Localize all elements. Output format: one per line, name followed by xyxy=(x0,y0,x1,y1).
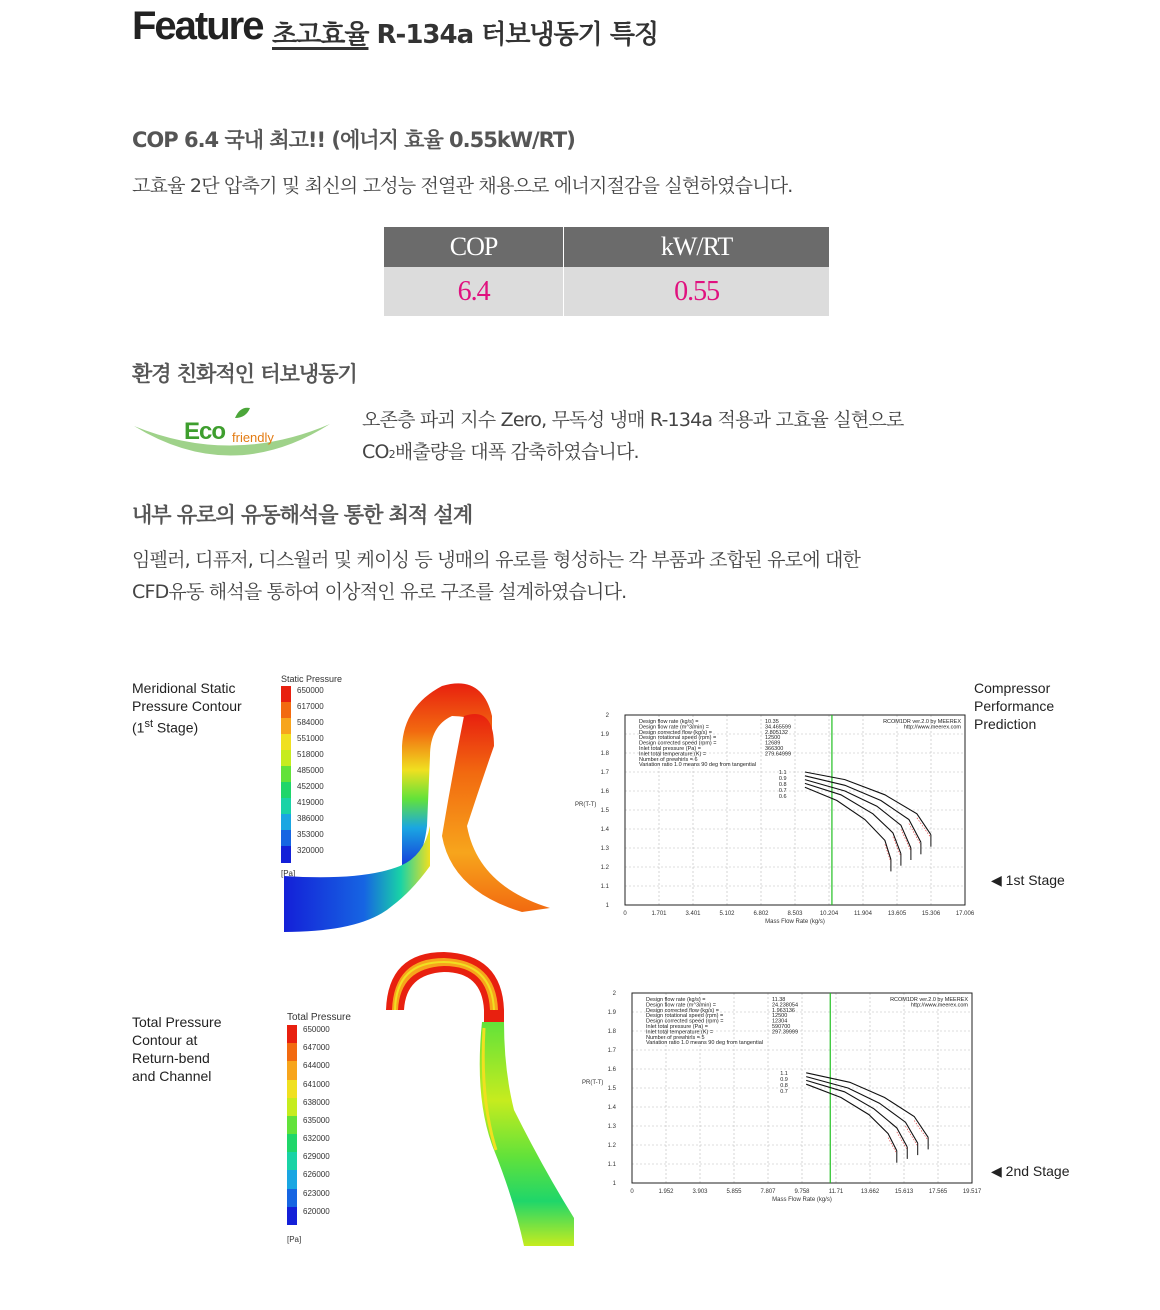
brand-label: RCOM1DR ver.2.0 by MEEREX xyxy=(890,997,968,1003)
legend-value: 623000 xyxy=(303,1188,330,1198)
kwrt-value: 0.55 xyxy=(564,267,829,316)
legend-swatch xyxy=(287,1080,297,1099)
performance-chart-stage2 xyxy=(580,985,985,1205)
caption-sup: st xyxy=(144,718,154,730)
y-tick-label: 1.5 xyxy=(607,1086,616,1092)
brand-label: http://www.meerex.com xyxy=(910,1002,968,1009)
y-tick-label: 2 xyxy=(605,713,609,719)
legend-value: 551000 xyxy=(297,734,324,743)
info-value: 24.238054 xyxy=(772,1002,798,1009)
y-tick-label: 1.3 xyxy=(600,846,609,852)
x-tick-label: 17.006 xyxy=(955,911,975,917)
info-label: Inlet total temperature (K) = xyxy=(646,1029,714,1036)
legend-value: 518000 xyxy=(297,750,324,759)
legend-value: 632000 xyxy=(303,1134,330,1144)
x-axis-label: Mass Flow Rate (kg/s) xyxy=(772,1197,832,1203)
legend-swatch xyxy=(287,1043,297,1062)
cfd-text-line1: 임펠러, 디퓨저, 디스월러 및 케이싱 등 냉매의 유로를 형성하는 각 부품과 조합된 유로에 대한 xyxy=(132,549,861,571)
y-tick-label: 2 xyxy=(612,991,616,997)
y-tick-label: 1.3 xyxy=(607,1124,616,1130)
performance-chart-stage1 xyxy=(573,707,978,927)
legend-swatch xyxy=(287,1207,297,1226)
caption-line: Total Pressure xyxy=(132,1014,222,1030)
x-tick-label: 11.904 xyxy=(854,911,872,917)
speed-label: 1.1 xyxy=(780,1070,788,1077)
y-tick-label: 1.7 xyxy=(600,770,609,776)
x-tick-label: 10.204 xyxy=(819,911,839,917)
legend2 xyxy=(287,1025,367,1229)
speed-line xyxy=(805,783,901,853)
info-value: 12500 xyxy=(772,1013,788,1020)
cop-text: 고효율 2단 압축기 및 최신의 고성능 전열관 채용으로 에너지절감을 실현하였습니다. xyxy=(132,175,793,197)
efficiency-mark xyxy=(885,844,891,862)
brand-label: http://www.meerex.com xyxy=(903,724,961,731)
y-tick-label: 1.8 xyxy=(607,1029,616,1035)
y-tick-label: 1.5 xyxy=(600,808,609,814)
legend-swatch xyxy=(287,1134,297,1153)
info-value: 1.963136 xyxy=(772,1007,795,1014)
caption-line: Performance xyxy=(974,698,1055,714)
x-tick-label: 15.613 xyxy=(894,1189,914,1195)
caption-part: Stage) xyxy=(153,719,199,736)
x-tick-label: 5.102 xyxy=(719,911,735,917)
y-tick-label: 1.9 xyxy=(607,1010,616,1016)
legend-swatch xyxy=(287,1116,297,1135)
caption-stage xyxy=(132,715,242,737)
page-title: Feature xyxy=(132,4,263,48)
legend-value: 620000 xyxy=(303,1206,330,1216)
page-subtitle xyxy=(272,14,658,51)
caption-total-pressure xyxy=(132,1013,221,1085)
efficiency-mark xyxy=(914,1121,928,1141)
legend-value: 650000 xyxy=(297,686,324,695)
x-tick-label: 7.807 xyxy=(760,1189,776,1195)
info-label: Inlet total pressure (Pa) = xyxy=(639,746,701,752)
legend-value: 647000 xyxy=(303,1043,330,1053)
caption-line: Return-bend xyxy=(132,1050,210,1066)
info-value: 34.465599 xyxy=(765,724,791,731)
x-tick-label: 8.503 xyxy=(787,911,803,917)
legend-swatch xyxy=(287,1061,297,1080)
legend1-unit: [Pa] xyxy=(281,869,296,878)
eco-logo-word: Eco xyxy=(184,418,226,445)
legend-swatch xyxy=(287,1152,297,1171)
stage2-label: ◀ 2nd Stage xyxy=(991,1163,1070,1179)
eco-friendly-logo xyxy=(132,406,332,468)
efficiency-mark xyxy=(906,1126,918,1146)
y-tick-label: 1 xyxy=(605,903,609,909)
y-tick-label: 1.1 xyxy=(607,1162,616,1168)
cfd-heading: 내부 유로의 유동해석을 통한 최적 설계 xyxy=(132,503,473,527)
caption-line: Compressor xyxy=(974,680,1051,696)
eco-text-rest: 배출량을 대폭 감축하였습니다. xyxy=(394,441,639,463)
info-value: 10.35 xyxy=(765,719,779,725)
speed-label: 0.6 xyxy=(778,794,787,800)
caption-line: and Channel xyxy=(132,1068,212,1084)
x-tick-label: 3.903 xyxy=(692,1189,708,1195)
x-tick-label: 0 xyxy=(630,1189,634,1195)
y-tick-label: 1.4 xyxy=(607,1105,616,1111)
cop-table xyxy=(384,227,829,316)
y-tick-label: 1.8 xyxy=(600,751,609,757)
y-tick-label: 1.2 xyxy=(600,865,609,871)
legend-value: 629000 xyxy=(303,1152,330,1162)
legend-value: 353000 xyxy=(297,830,324,839)
info-label: Design corrected speed (rpm) = xyxy=(639,740,717,747)
legend-value: 419000 xyxy=(297,798,324,807)
efficiency-mark xyxy=(917,818,931,838)
x-tick-label: 13.605 xyxy=(887,911,907,917)
x-tick-label: 17.565 xyxy=(928,1189,948,1195)
y-tick-label: 1.2 xyxy=(607,1143,616,1149)
efficiency-mark xyxy=(897,1132,907,1150)
kwrt-header: kW/RT xyxy=(564,227,829,267)
caption-line: Contour at xyxy=(132,1032,198,1048)
speed-line xyxy=(806,1084,897,1151)
cfd-text-line2: CFD유동 해석을 통하여 이상적인 유로 구조를 설계하였습니다. xyxy=(132,581,627,603)
y-tick-label: 1.6 xyxy=(600,789,609,795)
info-label: Design flow rate (m^3/min) = xyxy=(639,724,709,731)
x-tick-label: 1.701 xyxy=(651,911,667,917)
legend-swatch xyxy=(287,1025,297,1044)
y-tick-label: 1.9 xyxy=(600,732,609,738)
info-label: Design corrected flow (kg/s) = xyxy=(646,1007,719,1014)
co2-text: CO xyxy=(362,441,389,463)
legend-value: 626000 xyxy=(303,1170,330,1180)
x-tick-label: 6.802 xyxy=(753,911,769,917)
legend-value: 644000 xyxy=(303,1061,330,1071)
cop-value: 6.4 xyxy=(384,267,564,316)
x-tick-label: 11.71 xyxy=(828,1189,844,1195)
info-label: Inlet total pressure (Pa) = xyxy=(646,1024,708,1030)
info-label: Design rotational speed (rpm) = xyxy=(639,735,717,742)
info-label: Number of prewhirls = 6 xyxy=(639,756,698,763)
static-pressure-contour xyxy=(282,676,554,932)
eco-text-line1: 오존층 파괴 지수 Zero, 무독성 냉매 R-134a 적용과 고효율 실현으로 xyxy=(362,409,904,431)
legend2-title: Total Pressure xyxy=(287,1012,351,1023)
x-tick-label: 1.952 xyxy=(658,1189,674,1195)
info-label: Variation ratio 1.0 means 90 deg from tangential xyxy=(646,1040,763,1047)
legend-value: 386000 xyxy=(297,814,324,823)
caption-compressor-prediction xyxy=(974,679,1054,733)
y-tick-label: 1.4 xyxy=(600,827,609,833)
info-label: Design flow rate (kg/s) = xyxy=(639,719,699,725)
info-label: Design flow rate (m^3/min) = xyxy=(646,1002,716,1009)
cop-header: COP xyxy=(384,227,564,267)
info-value: 366300 xyxy=(765,746,784,752)
legend-value: 320000 xyxy=(297,846,324,855)
info-label: Design corrected flow (kg/s) = xyxy=(639,729,712,736)
caption-line: Prediction xyxy=(974,716,1037,732)
x-tick-label: 13.662 xyxy=(860,1189,880,1195)
info-value: 2.805132 xyxy=(765,729,788,736)
eco-heading: 환경 친화적인 터보냉동기 xyxy=(132,362,357,386)
x-tick-label: 5.855 xyxy=(726,1189,742,1195)
efficiency-mark xyxy=(888,1138,897,1154)
legend-value: 617000 xyxy=(297,702,324,711)
legend-value: 650000 xyxy=(303,1025,330,1034)
x-tick-label: 15.306 xyxy=(921,911,941,917)
caption-line: Meridional Static xyxy=(132,680,236,696)
y-tick-label: 1.1 xyxy=(600,884,609,890)
info-label: Inlet total temperature (K) = xyxy=(639,751,707,758)
caption-static-pressure xyxy=(132,679,242,737)
legend-value: 485000 xyxy=(297,766,324,775)
legend2-unit: [Pa] xyxy=(287,1235,302,1244)
info-label: Design corrected speed (rpm) = xyxy=(646,1018,724,1025)
speed-label: 1.1 xyxy=(778,770,787,776)
info-value: 12689 xyxy=(765,740,781,747)
info-label: Number of prewhirls = 5 xyxy=(646,1034,705,1041)
cop-heading: COP 6.4 국내 최고!! (에너지 효율 0.55kW/RT) xyxy=(132,128,575,152)
efficiency-mark xyxy=(909,824,921,846)
eco-logo-friendly: friendly xyxy=(232,430,274,445)
speed-label: 0.7 xyxy=(778,788,787,794)
info-value: 12500 xyxy=(765,735,781,742)
y-tick-label: 1.7 xyxy=(607,1048,616,1054)
speed-label: 0.7 xyxy=(780,1088,788,1095)
subtitle-highlight: 초고효율 xyxy=(272,20,369,50)
speed-line xyxy=(805,787,891,859)
x-axis-label: Mass Flow Rate (kg/s) xyxy=(765,919,825,925)
speed-label: 0.8 xyxy=(778,782,787,788)
legend-value: 641000 xyxy=(303,1079,330,1089)
x-tick-label: 0 xyxy=(623,911,627,917)
info-value: 590700 xyxy=(772,1024,791,1030)
caption-part: (1 xyxy=(132,719,145,736)
x-tick-label: 9.758 xyxy=(794,1189,810,1195)
info-label: Variation ratio 1.0 means 90 deg from tangential xyxy=(639,762,756,769)
subtitle-rest: R-134a 터보냉동기 특징 xyxy=(368,20,659,50)
y-axis-label: PR(T-T) xyxy=(582,1080,604,1086)
legend-value: 635000 xyxy=(303,1115,330,1125)
info-value: 12304 xyxy=(772,1018,788,1025)
info-value: 297.39999 xyxy=(772,1029,798,1036)
caption-line: Pressure Contour xyxy=(132,698,242,714)
legend-swatch xyxy=(287,1170,297,1189)
eco-text-line2 xyxy=(362,436,639,471)
co2-subscript: 2 xyxy=(388,448,395,461)
info-value: 279.64999 xyxy=(765,751,791,758)
legend-value: 638000 xyxy=(303,1097,330,1107)
x-tick-label: 3.401 xyxy=(685,911,701,917)
total-pressure-contour xyxy=(384,950,579,1246)
info-label: Design flow rate (kg/s) = xyxy=(646,997,706,1003)
info-value: 11.38 xyxy=(772,997,786,1003)
y-tick-label: 1 xyxy=(612,1181,616,1187)
brand-label: RCOM1DR ver.2.0 by MEEREX xyxy=(883,719,961,725)
legend-swatch xyxy=(287,1098,297,1117)
legend-swatch xyxy=(287,1189,297,1208)
stage1-label: ◀ 1st Stage xyxy=(991,872,1065,888)
speed-label: 0.9 xyxy=(780,1076,788,1083)
speed-label: 0.8 xyxy=(780,1082,788,1089)
speed-label: 0.9 xyxy=(778,776,787,782)
legend-value: 452000 xyxy=(297,782,324,791)
legend1-title: Static Pressure xyxy=(281,674,343,684)
y-axis-label: PR(T-T) xyxy=(575,802,597,808)
legend-value: 584000 xyxy=(297,718,324,727)
info-label: Design rotational speed (rpm) = xyxy=(646,1013,724,1020)
x-tick-label: 19.517 xyxy=(962,1189,982,1195)
y-tick-label: 1.6 xyxy=(607,1067,616,1073)
